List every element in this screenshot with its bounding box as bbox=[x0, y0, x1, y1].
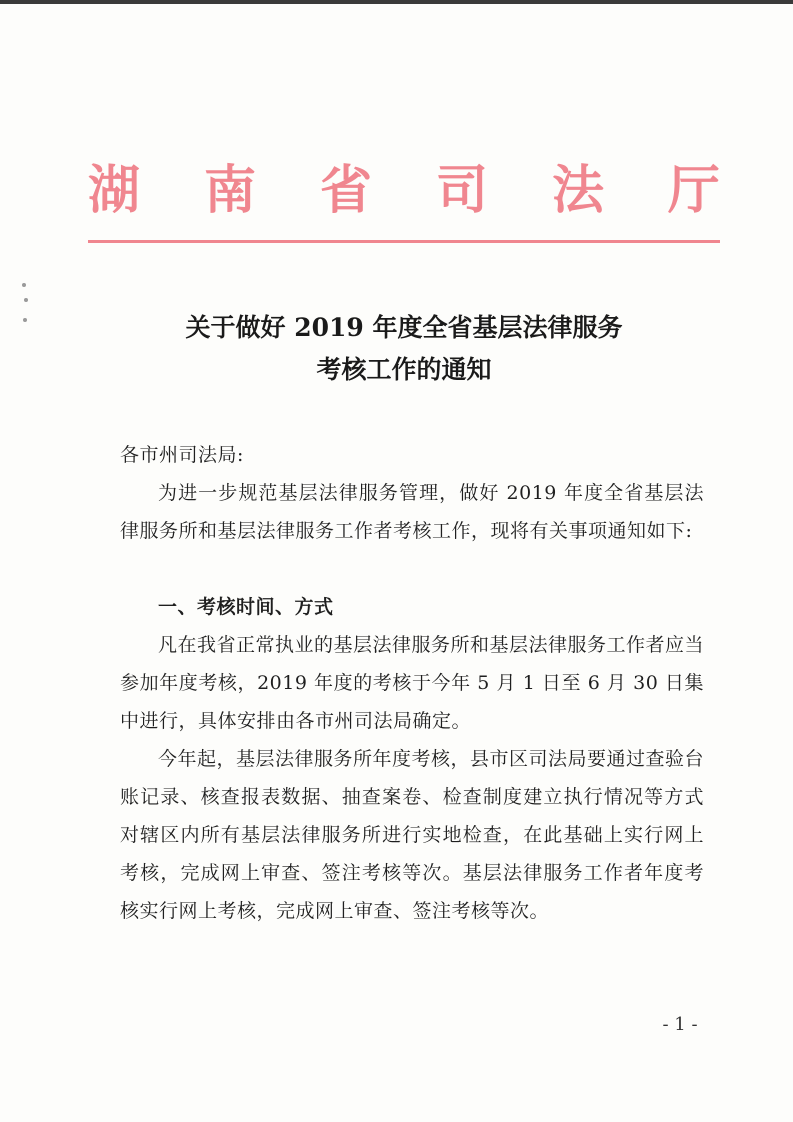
letterhead-divider bbox=[88, 240, 720, 243]
salutation: 各市州司法局: bbox=[120, 444, 244, 466]
letterhead-char: 司 bbox=[435, 161, 488, 221]
letterhead bbox=[88, 156, 720, 226]
section-heading: 一、考核时间、方式 bbox=[158, 596, 334, 618]
document-title-line-2: 考核工作的通知 bbox=[316, 355, 492, 384]
document-title-line-1: 关于做好 2019 年度全省基层法律服务 bbox=[185, 313, 623, 342]
letterhead-char: 省 bbox=[319, 161, 372, 221]
scan-speck bbox=[22, 283, 26, 287]
page-number: - 1 - bbox=[662, 1014, 698, 1035]
scan-speck bbox=[24, 298, 28, 302]
scan-speck bbox=[23, 318, 27, 322]
letterhead-char: 湖 bbox=[88, 161, 141, 221]
body-paragraph: 凡在我省正常执业的基层法律服务所和基层法律服务工作者应当参加年度考核，2019 年度的考核于今年 5 月 1 日至 6 月 30 日集中进行，具体安排由各市州司法局确定。 bbox=[120, 634, 705, 732]
letterhead-char: 法 bbox=[551, 161, 604, 221]
scan-edge bbox=[0, 0, 793, 4]
letterhead-char: 南 bbox=[203, 161, 256, 221]
body-paragraph: 今年起，基层法律服务所年度考核，县市区司法局要通过查验台账记录、核查报表数据、抽查案卷、检查制度建立执行情况等方式对辖区内所有基层法律服务所进行实地检查，在此基础上实行网上考核，完成网上审查、签注考核等次。基层法律服务工作者年度考核实行网上考核，完成网上审查、签注考核等次。 bbox=[120, 748, 705, 922]
letterhead-char: 厅 bbox=[667, 161, 720, 221]
intro-paragraph: 为进一步规范基层法律服务管理，做好 2019 年度全省基层法律服务所和基层法律服务工作者考核工作，现将有关事项通知如下: bbox=[120, 482, 704, 542]
